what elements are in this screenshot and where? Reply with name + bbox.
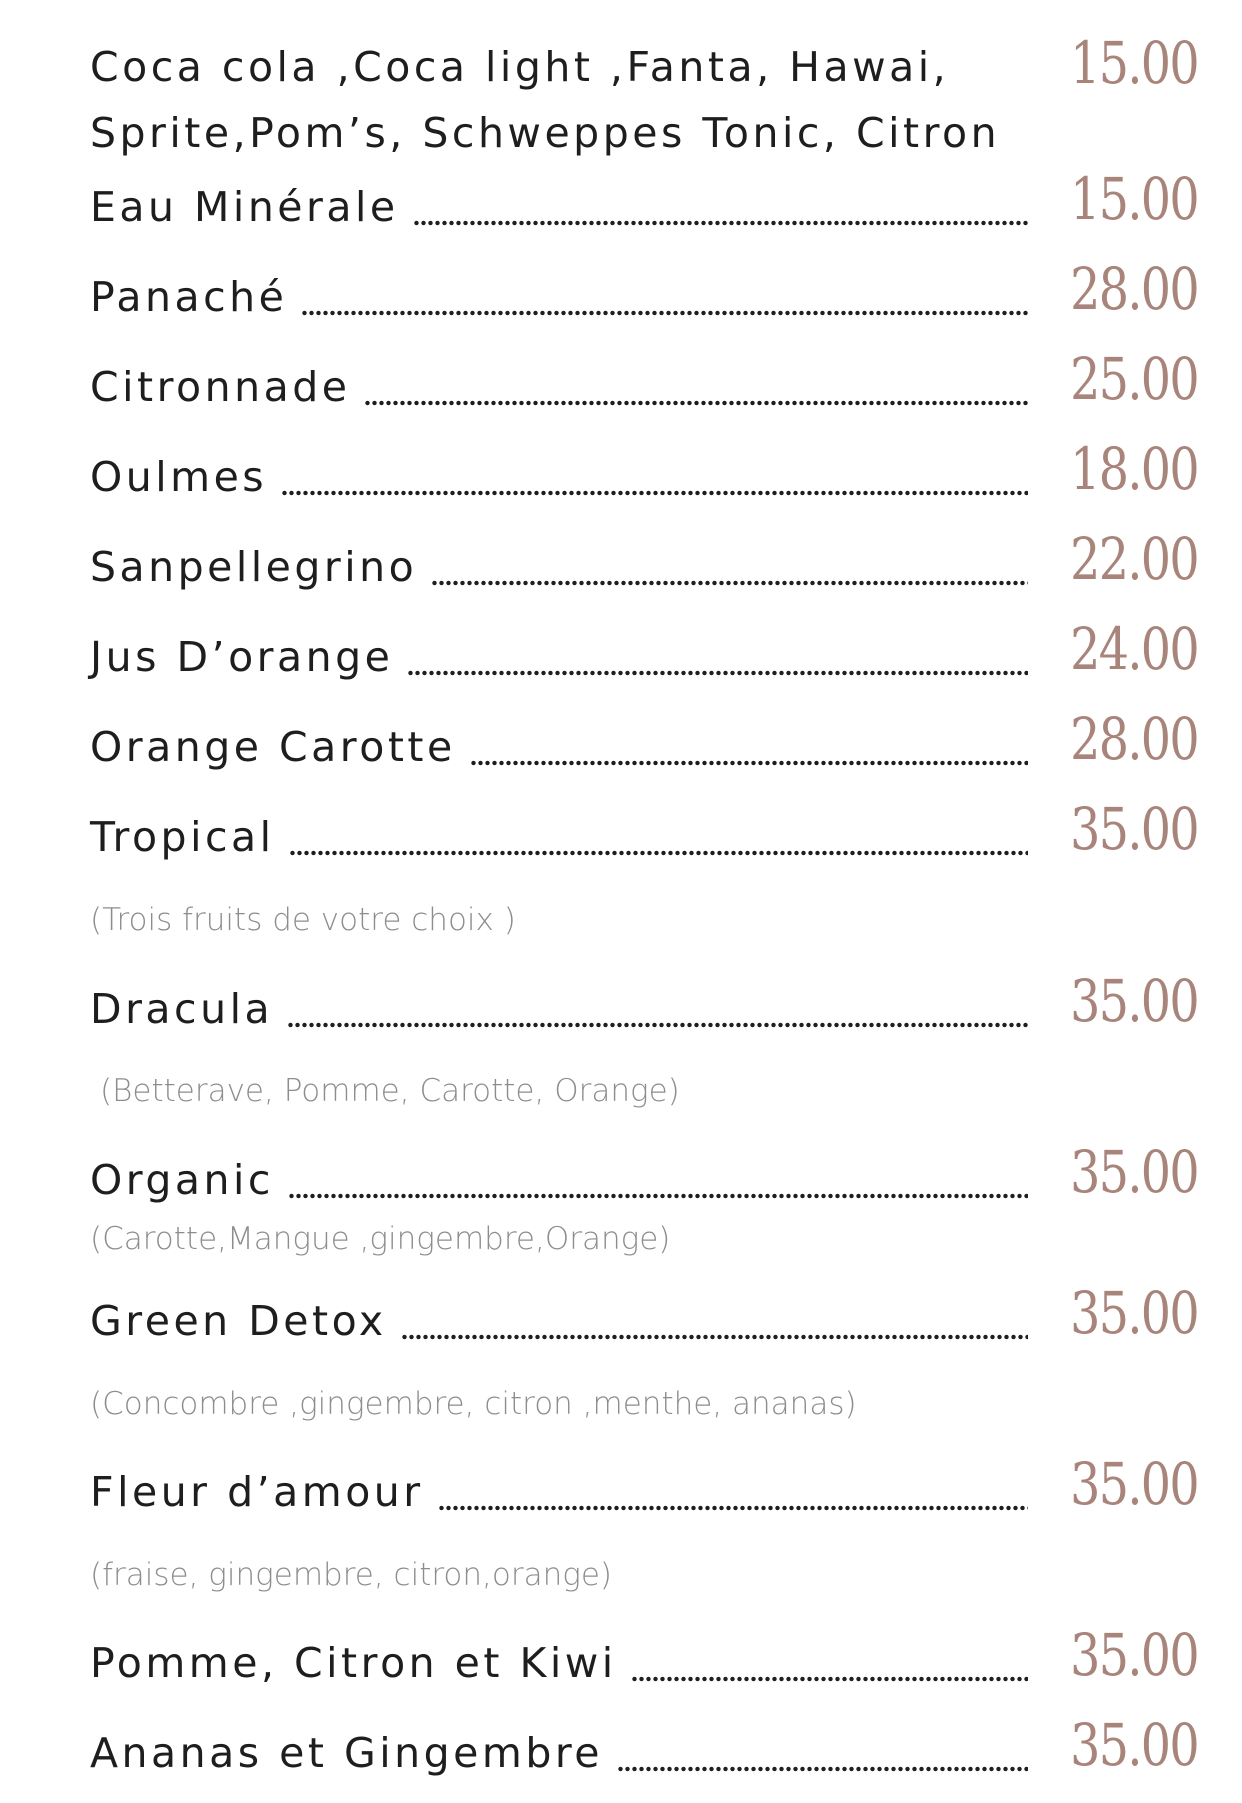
dot-leader bbox=[281, 490, 1028, 496]
item-price: 25.00 bbox=[1070, 345, 1198, 413]
dot-leader bbox=[407, 670, 1028, 676]
sodas-price: 15.00 bbox=[1070, 29, 1198, 97]
menu-item-tropical bbox=[90, 795, 1198, 863]
menu-item-fleur-amour bbox=[90, 1450, 1198, 1518]
menu-item-pomme-citron-kiwi bbox=[90, 1621, 1198, 1689]
item-name: Pomme, Citron et Kiwi bbox=[90, 1639, 617, 1687]
item-price: 28.00 bbox=[1070, 705, 1198, 773]
item-name: Ananas et Gingembre bbox=[90, 1729, 604, 1777]
item-price: 15.00 bbox=[1070, 165, 1198, 233]
menu-item-eau-minerale bbox=[90, 165, 1198, 233]
dot-leader bbox=[287, 1022, 1028, 1028]
item-name: Organic bbox=[90, 1156, 274, 1204]
dot-leader bbox=[470, 760, 1028, 766]
menu-item-sanpellegrino bbox=[90, 525, 1198, 593]
item-price: 18.00 bbox=[1070, 435, 1198, 503]
item-name: Eau Minérale bbox=[90, 183, 399, 231]
item-name: Dracula bbox=[90, 985, 274, 1033]
menu-item-citronnade bbox=[90, 345, 1198, 413]
dot-leader bbox=[301, 310, 1028, 316]
menu-item-dracula bbox=[90, 967, 1198, 1035]
dot-leader bbox=[431, 580, 1028, 586]
menu-item-panache bbox=[90, 255, 1198, 323]
sodas-line-1: Coca cola ,Coca light ,Fanta, Hawai, bbox=[90, 43, 950, 91]
item-price: 35.00 bbox=[1070, 1621, 1198, 1689]
item-price: 35.00 bbox=[1070, 967, 1198, 1035]
dot-leader bbox=[288, 1193, 1028, 1199]
menu-item-green-detox bbox=[90, 1279, 1198, 1347]
sodas-line-2: Sprite,Pom’s, Schweppes Tonic, Citron bbox=[90, 109, 1001, 157]
menu-item-ananas-gingembre bbox=[90, 1711, 1198, 1779]
dot-leader bbox=[438, 1505, 1028, 1511]
item-price: 35.00 bbox=[1070, 1138, 1198, 1206]
menu-item-organic bbox=[90, 1138, 1198, 1206]
menu-item-oulmes bbox=[90, 435, 1198, 503]
item-name: Jus D’orange bbox=[90, 633, 394, 681]
item-price: 35.00 bbox=[1070, 1450, 1198, 1518]
menu-item-jus-orange bbox=[90, 615, 1198, 683]
item-description-dracula: (Betterave, Pomme, Carotte, Orange) bbox=[100, 1073, 680, 1109]
item-price: 28.00 bbox=[1070, 255, 1198, 323]
item-price: 24.00 bbox=[1070, 615, 1198, 683]
dot-leader bbox=[401, 1334, 1028, 1340]
item-price: 35.00 bbox=[1070, 795, 1198, 863]
item-price: 22.00 bbox=[1070, 525, 1198, 593]
item-price: 35.00 bbox=[1070, 1279, 1198, 1347]
dot-leader bbox=[413, 220, 1028, 226]
menu-item-orange-carotte bbox=[90, 705, 1198, 773]
item-name: Orange Carotte bbox=[90, 723, 456, 771]
dot-leader bbox=[289, 850, 1028, 856]
item-name: Oulmes bbox=[90, 453, 268, 501]
item-name: Green Detox bbox=[90, 1297, 387, 1345]
dot-leader bbox=[364, 400, 1027, 406]
item-description-green-detox: (Concombre ,gingembre, citron ,menthe, ananas) bbox=[90, 1386, 857, 1422]
item-name: Citronnade bbox=[90, 363, 351, 411]
dot-leader bbox=[617, 1766, 1028, 1772]
item-description-tropical: (Trois fruits de votre choix ) bbox=[90, 902, 516, 938]
item-price: 35.00 bbox=[1070, 1711, 1198, 1779]
item-name: Sanpellegrino bbox=[90, 543, 418, 591]
item-name: Panaché bbox=[90, 273, 288, 321]
item-description-fleur-amour: (fraise, gingembre, citron,orange) bbox=[90, 1557, 613, 1593]
menu-item-sodas bbox=[90, 29, 1198, 166]
item-name: Fleur d’amour bbox=[90, 1468, 424, 1516]
item-description-organic: (Carotte,Mangue ,gingembre,Orange) bbox=[90, 1221, 671, 1257]
item-name: Tropical bbox=[90, 813, 275, 861]
dot-leader bbox=[631, 1676, 1028, 1682]
